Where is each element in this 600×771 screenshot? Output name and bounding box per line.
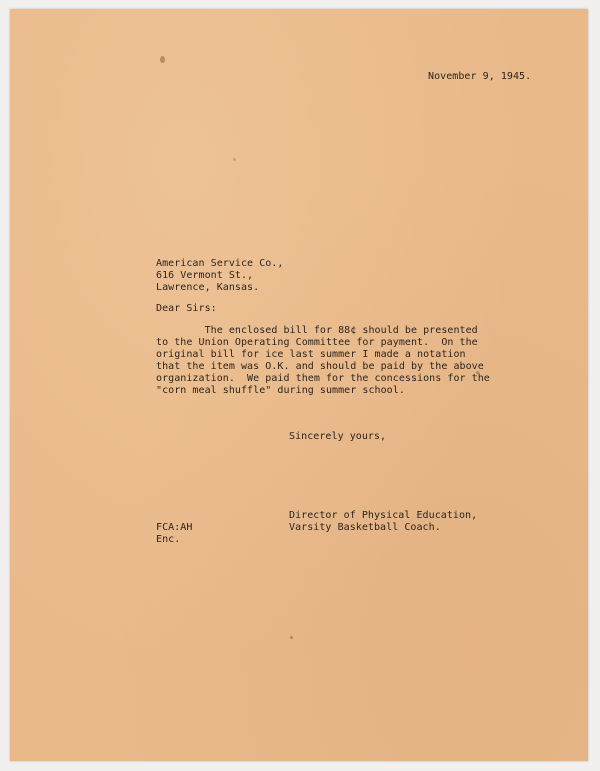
body-line: organization. We paid them for the concessions for the [156, 373, 490, 384]
recipient-line-city: Lawrence, Kansas. [156, 282, 260, 293]
closing: Sincerely yours, [289, 431, 387, 442]
body-line: that the item was O.K. and should be paid by the above [156, 361, 484, 372]
signature-block [289, 510, 477, 534]
letter-date: November 9, 1945. [428, 71, 532, 82]
reference-block [156, 522, 192, 546]
paper-speck [290, 636, 293, 639]
signature-title-line: Varsity Basketball Coach. [289, 522, 441, 533]
letter-page [10, 9, 588, 761]
body-line: "corn meal shuffle" during summer school. [156, 385, 405, 396]
paper-speck [476, 371, 479, 374]
paper-speck [160, 56, 165, 63]
letter-body [156, 325, 490, 397]
body-line: The enclosed bill for 88¢ should be presented [156, 325, 478, 336]
reference-initials: FCA:AH [156, 522, 193, 533]
signature-title-line: Director of Physical Education, [289, 510, 478, 521]
paper-speck [233, 158, 236, 161]
recipient-line-company: American Service Co., [156, 258, 284, 269]
body-line: original bill for ice last summer I made a notation [156, 349, 466, 360]
recipient-address [156, 258, 283, 294]
enclosure-notation: Enc. [156, 534, 181, 545]
recipient-line-street: 616 Vermont St., [156, 270, 254, 281]
salutation: Dear Sirs: [156, 303, 217, 314]
body-line: to the Union Operating Committee for payment. On the [156, 337, 478, 348]
